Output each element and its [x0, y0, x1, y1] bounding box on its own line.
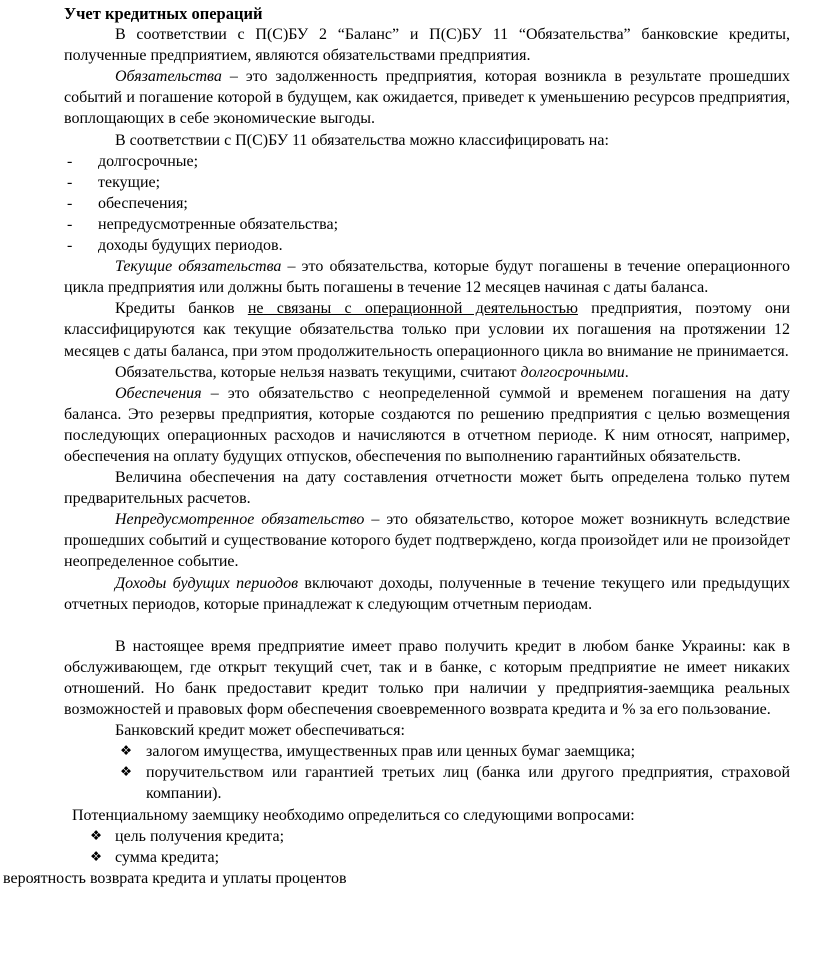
text-run: В соответствии с П(С)БУ 11 обязательства можно классифицировать на:	[115, 131, 609, 149]
document-title: Учет кредитных операций	[64, 4, 263, 23]
diamond-bullet-icon: ❖	[90, 848, 103, 865]
text-run: Обязательства	[115, 68, 222, 86]
paragraph	[64, 383, 790, 467]
paragraph	[64, 298, 790, 361]
text-run: непредусмотренные обязательства;	[98, 215, 339, 233]
text-run: предприятия, поэтому они классифицируются как текущие обязательства только при условии их погашения на протяжении 12 месяцев с даты баланса, при этом продолжительность операционного цикла во внимание не принимается.	[64, 300, 791, 360]
text-run: не связаны с операционной деятельностью	[247, 300, 578, 318]
text-run: цель получения кредита;	[115, 827, 285, 845]
text-run: .	[624, 363, 629, 381]
list-item-text	[98, 195, 188, 212]
text-run: В соответствии с П(С)БУ 2 “Баланс” и П(С)БУ 11 “Обязательства” банковские кредиты, полученные предприятием, являются обязательствами предприятия.	[64, 26, 790, 65]
text-run: – это обязательство с неопределенной суммой и временем погашения на дату баланса. Это резервы предприятия, которые создаются по решению предприятия с целью возмещения последующих операционных расходов и начисляются в отчетном периоде. К ним относят, например, обеспечения на оплату будущих отпусков, обеспечения по выполнению гарантийных обязательств.	[64, 384, 790, 465]
text-run: Банковский кредит может обеспечиваться:	[115, 722, 405, 740]
paragraph	[64, 66, 790, 129]
list-item	[64, 214, 790, 235]
text-run: залогом имущества, имущественных прав или ценных бумаг заемщика;	[146, 743, 636, 761]
paragraph	[64, 720, 790, 741]
document-body	[3, 24, 791, 889]
dash-bullet-icon: -	[67, 194, 73, 212]
diamond-bullet-icon: ❖	[90, 827, 103, 844]
list-item-text	[146, 764, 790, 802]
text-run: Величина обеспечения на дату составления отчетности может быть определена только путем предварительных расчетов.	[64, 469, 790, 508]
text-run: сумма кредита;	[115, 848, 220, 866]
paragraph	[64, 636, 790, 720]
paragraph	[64, 573, 790, 615]
text-run: В настоящее время предприятие имеет право получить кредит в любом банке Украины: как в обслуживающем, где открыт текущий счет, так и в банке, с которым предприятие не имеет никаких отношений. Но банк предоставит кредит только при наличии у предприятия-заемщика реальных возможностей и правовых форм обеспечения своевременного возврата кредита и % за его пользование.	[64, 637, 790, 719]
text-run: долгосрочные;	[98, 152, 199, 170]
text-run: поручительством или гарантией третьих лиц (банка или другого предприятия, страховой компании).	[146, 764, 790, 803]
text-run: обеспечения;	[98, 194, 188, 212]
text-run: Доходы будущих периодов	[115, 574, 299, 592]
diamond-bullet-icon: ❖	[120, 764, 133, 781]
list-item-text	[146, 743, 635, 760]
list-item-text	[98, 153, 198, 170]
list-item-text	[98, 216, 338, 233]
list-item	[64, 741, 790, 762]
text-run: долгосрочными	[520, 363, 625, 381]
text-run: Обеспечения	[115, 384, 202, 402]
paragraph	[64, 467, 790, 509]
text-run: – это задолженность предприятия, которая возникла в результате прошедших событий и погашение которой в будущем, как ожидается, приведет к уменьшению ресурсов предприятия, воплощающих в себе экономические выгоды.	[64, 68, 790, 128]
text-run: Обязательства, которые нельзя назвать текущими, считают	[115, 363, 521, 381]
list-item-text	[115, 849, 219, 866]
paragraph	[64, 362, 790, 383]
diamond-bullet-icon: ❖	[120, 743, 133, 760]
dash-bullet-icon: -	[67, 152, 73, 170]
text-run: – это обязательство, которое может возникнуть вследствие прошедших событий и существование которого будет подтверждено, когда произойдет или не произойдет неопределенное событие.	[64, 511, 790, 571]
list-item	[64, 151, 790, 172]
text-run: Потенциальному заемщику необходимо определиться со следующими вопросами:	[72, 806, 635, 824]
text-run: Текущие обязательства	[115, 258, 282, 276]
list-item	[64, 235, 790, 256]
dash-bullet-icon: -	[67, 173, 73, 191]
list-item	[64, 826, 790, 847]
paragraph	[64, 805, 790, 826]
list-item	[64, 172, 790, 193]
paragraph	[64, 256, 790, 298]
dash-bullet-icon: -	[67, 237, 73, 255]
text-run: Кредиты банков	[115, 300, 248, 318]
text-run: вероятность возврата кредита и уплаты процентов	[3, 869, 347, 887]
list-item-text	[98, 237, 283, 254]
text-run: доходы будущих периодов.	[98, 237, 283, 255]
blank-line	[64, 615, 790, 636]
list-item-text	[115, 828, 284, 845]
list-item-text	[98, 174, 160, 191]
list-item	[64, 762, 790, 804]
text-run: включают доходы, полученные в течение текущего или предыдущих отчетных периодов, которые принадлежат к следующим отчетным периодам.	[64, 574, 791, 613]
list-item	[64, 847, 790, 868]
paragraph	[3, 868, 790, 889]
paragraph	[64, 130, 790, 151]
paragraph	[64, 24, 790, 66]
text-run: – это обязательства, которые будут погашены в течение операционного цикла предприятия или должны быть погашены в течение 12 месяцев начиная с даты баланса.	[64, 258, 790, 297]
list-item	[64, 193, 790, 214]
text-run: текущие;	[98, 173, 161, 191]
paragraph	[64, 509, 790, 572]
dash-bullet-icon: -	[67, 215, 73, 233]
text-run: Непредусмотренное обязательство	[115, 511, 365, 529]
